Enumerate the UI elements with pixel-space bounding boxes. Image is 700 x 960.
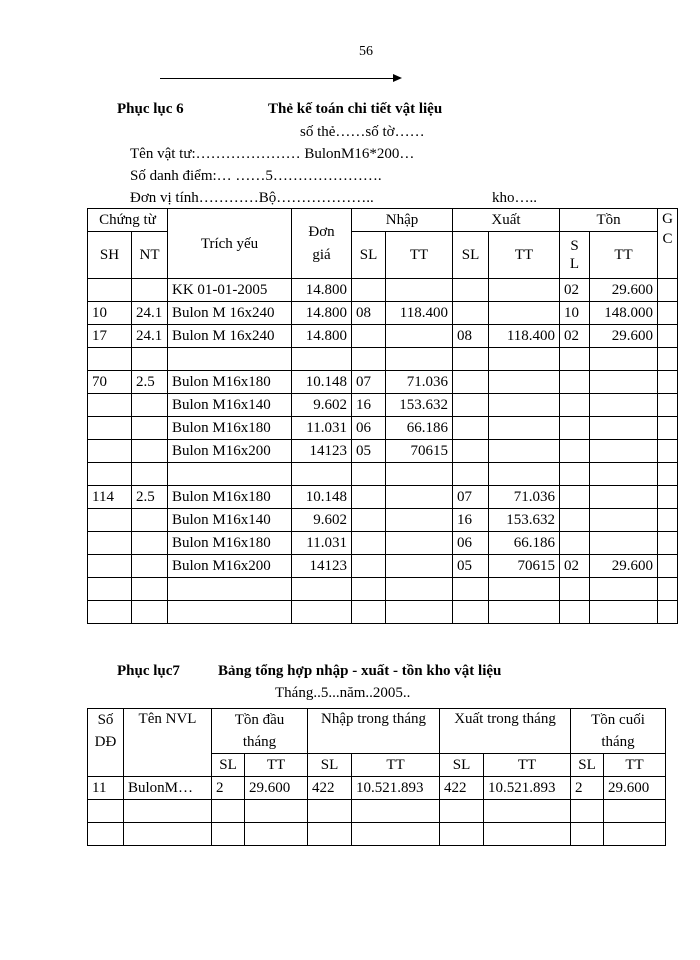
ledger-row [88, 555, 678, 578]
table-cell [489, 463, 560, 486]
table-cell: Bulon M16x140 [168, 509, 292, 532]
summary-row [88, 777, 666, 800]
table-cell [604, 800, 666, 823]
table-cell: 10.521.893 [352, 777, 440, 800]
table-cell: 10.148 [292, 371, 352, 394]
table-cell [590, 578, 658, 601]
header-xuat: Xuất [453, 209, 560, 232]
ledger-row [88, 440, 678, 463]
table-cell: 05 [453, 555, 489, 578]
ledger-row [88, 302, 678, 325]
table-cell [658, 325, 678, 348]
table-cell: 422 [440, 777, 484, 800]
ledger-row [88, 325, 678, 348]
table-cell [590, 532, 658, 555]
table-cell: 9.602 [292, 394, 352, 417]
page-number: 56 [359, 44, 373, 59]
table-cell: 10.521.893 [484, 777, 571, 800]
table-cell [132, 348, 168, 371]
ledger-row [88, 348, 678, 371]
header-ton-dau-tt: TT [245, 754, 308, 777]
table-cell: 11.031 [292, 417, 352, 440]
table-cell [88, 800, 124, 823]
table-cell [590, 601, 658, 624]
table-cell [88, 532, 132, 555]
table-cell [560, 417, 590, 440]
table-cell: 114 [88, 486, 132, 509]
table-cell [292, 463, 352, 486]
appendix6-label: Phục lục 6 [117, 101, 184, 117]
ledger-row [88, 486, 678, 509]
table-cell: 70 [88, 371, 132, 394]
table-cell [292, 348, 352, 371]
table-cell [658, 371, 678, 394]
table-cell: 29.600 [604, 777, 666, 800]
table-cell: 14123 [292, 555, 352, 578]
table-cell [132, 509, 168, 532]
table-cell [168, 578, 292, 601]
table-cell [386, 325, 453, 348]
header-ton: Tồn [560, 209, 658, 232]
ledger-row [88, 371, 678, 394]
table-cell: 2.5 [132, 486, 168, 509]
table-cell: Bulon M16x200 [168, 555, 292, 578]
table-cell [560, 440, 590, 463]
header-nt: NT [132, 232, 168, 279]
appendix7-period: Tháng..5...năm..2005.. [275, 685, 411, 701]
table-cell: 02 [560, 555, 590, 578]
table-cell [386, 486, 453, 509]
table-cell [440, 823, 484, 846]
table-cell [132, 601, 168, 624]
table-cell: 14.800 [292, 325, 352, 348]
table-cell [352, 555, 386, 578]
table-cell [658, 509, 678, 532]
table-cell [658, 532, 678, 555]
table-cell [386, 555, 453, 578]
table-cell [453, 279, 489, 302]
header-ton-sl: S L [560, 232, 590, 279]
table-cell: 14.800 [292, 302, 352, 325]
table-cell: KK 01-01-2005 [168, 279, 292, 302]
appendix6-title: Thẻ kế toán chi tiết vật liệu [268, 101, 443, 117]
table-cell [658, 302, 678, 325]
table-cell: 14.800 [292, 279, 352, 302]
table-cell [560, 532, 590, 555]
ledger-row [88, 463, 678, 486]
header-ton-cuoi-tt: TT [604, 754, 666, 777]
appendix7-title: Bảng tổng hợp nhập - xuất - tồn kho vật liệu [218, 663, 502, 679]
table-cell: 70615 [386, 440, 453, 463]
table-cell [571, 823, 604, 846]
table-cell: 118.400 [489, 325, 560, 348]
header-xuat-sl: SL [440, 754, 484, 777]
table-cell [352, 279, 386, 302]
table-cell [658, 555, 678, 578]
table-cell: BulonM… [124, 777, 212, 800]
table-cell [292, 601, 352, 624]
table-cell [386, 463, 453, 486]
table-cell [658, 417, 678, 440]
table-cell: Bulon M 16x240 [168, 325, 292, 348]
table-cell [590, 463, 658, 486]
table-cell: 24.1 [132, 325, 168, 348]
table-cell [168, 463, 292, 486]
table-cell [352, 348, 386, 371]
table-cell [212, 823, 245, 846]
table-cell: Bulon M16x180 [168, 532, 292, 555]
header-ton-cuoi-sl: SL [571, 754, 604, 777]
table-cell: 153.632 [489, 509, 560, 532]
table-cell [132, 578, 168, 601]
table-cell: 2 [212, 777, 245, 800]
table-cell: 118.400 [386, 302, 453, 325]
header-xuat-sl: SL [453, 232, 489, 279]
table-cell: 07 [453, 486, 489, 509]
table-cell [132, 463, 168, 486]
table-cell [560, 463, 590, 486]
table-cell [560, 394, 590, 417]
table-cell [88, 348, 132, 371]
table-cell [352, 509, 386, 532]
table-cell [571, 800, 604, 823]
table-cell [132, 440, 168, 463]
table-cell [658, 578, 678, 601]
table-cell [88, 394, 132, 417]
table-cell: 153.632 [386, 394, 453, 417]
table-cell: 17 [88, 325, 132, 348]
table-cell: 06 [352, 417, 386, 440]
table-cell [352, 486, 386, 509]
header-sh: SH [88, 232, 132, 279]
table-cell [489, 601, 560, 624]
table-cell: 08 [352, 302, 386, 325]
table-cell: 24.1 [132, 302, 168, 325]
table-cell: 10 [88, 302, 132, 325]
summary-header-row [88, 709, 666, 754]
table-cell [386, 348, 453, 371]
table-cell [590, 486, 658, 509]
ledger-row [88, 417, 678, 440]
table-cell [308, 800, 352, 823]
table-cell [658, 486, 678, 509]
header-xuat-trong-thang: Xuất trong tháng [440, 709, 571, 754]
table-cell: 66.186 [386, 417, 453, 440]
table-cell: Bulon M 16x240 [168, 302, 292, 325]
header-chung-tu: Chứng từ [88, 209, 168, 232]
table-cell [88, 463, 132, 486]
table-cell [132, 417, 168, 440]
table-cell [440, 800, 484, 823]
arrow-right-icon [393, 74, 402, 82]
header-xuat-tt: TT [484, 754, 571, 777]
header-nhap-trong-thang: Nhập trong tháng [308, 709, 440, 754]
table-cell [489, 348, 560, 371]
header-ton-dau-sl: SL [212, 754, 245, 777]
table-cell: 16 [453, 509, 489, 532]
table-cell [590, 348, 658, 371]
warehouse-line: kho….. [492, 190, 537, 206]
table-cell [352, 463, 386, 486]
table-cell [453, 578, 489, 601]
table-cell [88, 578, 132, 601]
header-ten-nvl: Tên NVL [124, 709, 212, 777]
table-cell [352, 532, 386, 555]
table-cell: 07 [352, 371, 386, 394]
material-ledger-table [87, 208, 678, 624]
table-cell: Bulon M16x180 [168, 417, 292, 440]
header-ton-dau: Tồn đầu tháng [212, 709, 308, 754]
table-cell [484, 800, 571, 823]
table-cell [132, 555, 168, 578]
table-cell [658, 279, 678, 302]
table-cell [453, 348, 489, 371]
table-cell: 02 [560, 279, 590, 302]
table-cell [88, 509, 132, 532]
table-cell: Bulon M16x140 [168, 394, 292, 417]
table-header-row [88, 209, 678, 232]
header-nhap: Nhập [352, 209, 453, 232]
table-cell [132, 279, 168, 302]
table-cell [590, 371, 658, 394]
table-cell: 148.000 [590, 302, 658, 325]
table-cell: 29.600 [245, 777, 308, 800]
header-trich-yeu: Trích yếu [168, 209, 292, 279]
table-cell [590, 509, 658, 532]
material-code-line: Số danh điểm:… ……5…………………. [130, 168, 382, 184]
table-cell [658, 394, 678, 417]
summary-row [88, 823, 666, 846]
table-cell: 11.031 [292, 532, 352, 555]
summary-row [88, 800, 666, 823]
table-cell [453, 417, 489, 440]
table-cell [88, 823, 124, 846]
header-don-gia: Đơn giá [292, 209, 352, 279]
table-cell: 08 [453, 325, 489, 348]
table-cell: 16 [352, 394, 386, 417]
header-nhap-sl: SL [308, 754, 352, 777]
table-cell [88, 417, 132, 440]
table-cell [604, 823, 666, 846]
ledger-row [88, 601, 678, 624]
table-cell [132, 532, 168, 555]
table-cell [386, 532, 453, 555]
table-cell [386, 279, 453, 302]
table-cell [658, 348, 678, 371]
ledger-row [88, 532, 678, 555]
table-cell: 02 [560, 325, 590, 348]
table-cell [88, 279, 132, 302]
table-cell: 11 [88, 777, 124, 800]
table-cell [453, 302, 489, 325]
table-cell: 2.5 [132, 371, 168, 394]
header-nhap-tt: TT [352, 754, 440, 777]
table-cell [352, 800, 440, 823]
table-cell [88, 601, 132, 624]
table-cell [352, 601, 386, 624]
table-cell [560, 509, 590, 532]
table-cell [292, 578, 352, 601]
table-cell [560, 486, 590, 509]
table-cell [453, 371, 489, 394]
table-cell [489, 578, 560, 601]
header-gc: G C [658, 209, 678, 279]
table-cell: Bulon M16x180 [168, 486, 292, 509]
table-cell [590, 394, 658, 417]
table-cell [453, 601, 489, 624]
table-cell [352, 823, 440, 846]
table-cell [124, 823, 212, 846]
table-cell [489, 302, 560, 325]
table-cell: Bulon M16x180 [168, 371, 292, 394]
table-cell [308, 823, 352, 846]
ledger-row [88, 509, 678, 532]
table-cell [245, 800, 308, 823]
table-cell [658, 463, 678, 486]
table-cell: 29.600 [590, 325, 658, 348]
table-cell [212, 800, 245, 823]
table-cell [352, 578, 386, 601]
table-cell [489, 417, 560, 440]
table-cell: 06 [453, 532, 489, 555]
table-cell [489, 371, 560, 394]
table-cell [88, 440, 132, 463]
ledger-row [88, 279, 678, 302]
material-name-line: Tên vật tư:………………… BulonM16*200… [130, 146, 415, 162]
table-cell [590, 417, 658, 440]
table-cell: 71.036 [386, 371, 453, 394]
table-cell [590, 440, 658, 463]
table-cell: 29.600 [590, 555, 658, 578]
table-cell: 14123 [292, 440, 352, 463]
table-cell [168, 601, 292, 624]
table-cell [386, 509, 453, 532]
table-cell: 10.148 [292, 486, 352, 509]
table-cell [88, 555, 132, 578]
ledger-row [88, 578, 678, 601]
table-cell [560, 578, 590, 601]
table-cell [489, 279, 560, 302]
table-cell [489, 440, 560, 463]
table-cell [560, 348, 590, 371]
table-cell: 9.602 [292, 509, 352, 532]
table-cell [453, 440, 489, 463]
table-cell: 66.186 [489, 532, 560, 555]
table-cell [484, 823, 571, 846]
table-cell [560, 371, 590, 394]
table-cell: 422 [308, 777, 352, 800]
table-cell: 05 [352, 440, 386, 463]
table-cell: 2 [571, 777, 604, 800]
table-cell: 70615 [489, 555, 560, 578]
appendix7-label: Phục lục7 [117, 663, 180, 679]
table-cell [489, 394, 560, 417]
table-cell [658, 601, 678, 624]
table-cell: 71.036 [489, 486, 560, 509]
table-cell: 29.600 [590, 279, 658, 302]
table-cell [245, 823, 308, 846]
table-cell [386, 578, 453, 601]
table-cell [352, 325, 386, 348]
table-cell [168, 348, 292, 371]
header-nhap-sl: SL [352, 232, 386, 279]
unit-line: Đơn vị tính…………Bộ……………….. [130, 190, 374, 206]
table-cell [124, 800, 212, 823]
ledger-row [88, 394, 678, 417]
arrow-line [160, 78, 400, 79]
table-cell [560, 601, 590, 624]
header-nhap-tt: TT [386, 232, 453, 279]
table-cell [453, 463, 489, 486]
header-ton-tt: TT [590, 232, 658, 279]
table-cell [658, 440, 678, 463]
header-xuat-tt: TT [489, 232, 560, 279]
table-cell [386, 601, 453, 624]
header-ton-cuoi: Tồn cuối tháng [571, 709, 666, 754]
table-cell: Bulon M16x200 [168, 440, 292, 463]
table-cell [132, 394, 168, 417]
table-cell: 10 [560, 302, 590, 325]
card-number-line: số thẻ……số tờ…… [300, 124, 425, 140]
header-so-dd: Số DĐ [88, 709, 124, 777]
inventory-summary-table [87, 708, 666, 846]
table-cell [453, 394, 489, 417]
